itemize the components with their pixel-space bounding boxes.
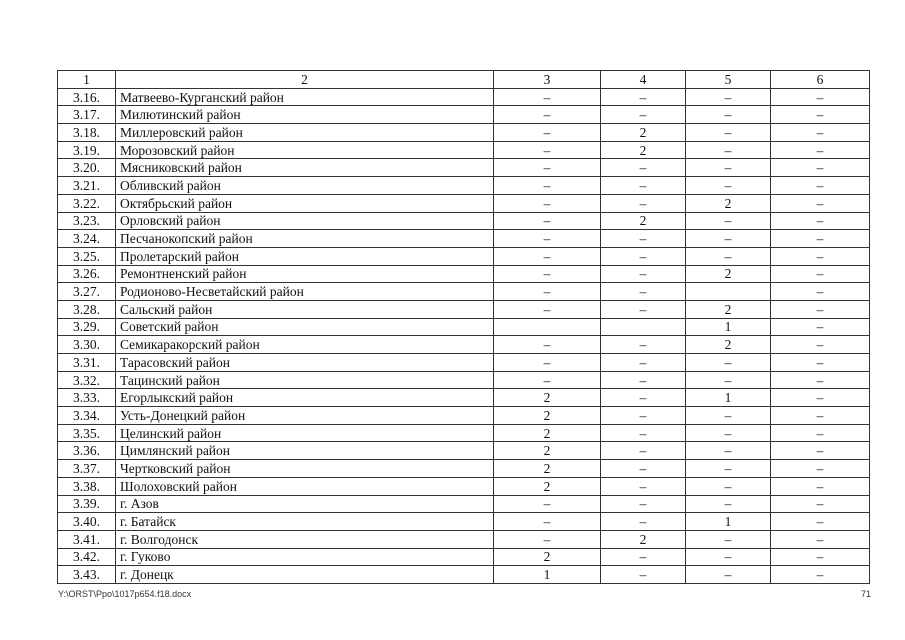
value-col-4-cell: –: [601, 265, 686, 283]
value-col-5-cell: –: [686, 424, 771, 442]
value-col-5-cell: –: [686, 247, 771, 265]
value-col-4-cell: [601, 318, 686, 336]
value-col-4-cell: –: [601, 177, 686, 195]
district-name-cell: Целинский район: [116, 424, 494, 442]
value-col-5-cell: –: [686, 141, 771, 159]
footer-file-path: Y:\ORST\Ppo\1017p654.f18.docx: [58, 589, 192, 599]
value-col-4-cell: 2: [601, 141, 686, 159]
value-col-4-cell: –: [601, 88, 686, 106]
value-col-4-cell: –: [601, 442, 686, 460]
table-row: [58, 212, 870, 230]
value-col-5-cell: –: [686, 124, 771, 142]
value-col-5-cell: –: [686, 230, 771, 248]
row-number-cell: 3.30.: [58, 336, 116, 354]
value-col-6-cell: –: [771, 477, 870, 495]
value-col-3-cell: 2: [494, 424, 601, 442]
district-name-cell: Тацинский район: [116, 371, 494, 389]
table-row: [58, 318, 870, 336]
value-col-5-cell: 2: [686, 300, 771, 318]
footer-page-number: 71: [860, 589, 871, 599]
value-col-5-cell: 2: [686, 194, 771, 212]
value-col-6-cell: –: [771, 371, 870, 389]
value-col-5-cell: –: [686, 88, 771, 106]
value-col-3-cell: 2: [494, 389, 601, 407]
value-col-4-cell: 2: [601, 124, 686, 142]
district-name-cell: Пролетарский район: [116, 247, 494, 265]
value-col-4-cell: –: [601, 336, 686, 354]
value-col-6-cell: –: [771, 141, 870, 159]
value-col-4-cell: –: [601, 194, 686, 212]
value-col-4-cell: –: [601, 106, 686, 124]
district-name-cell: Миллеровский район: [116, 124, 494, 142]
row-number-cell: 3.16.: [58, 88, 116, 106]
value-col-3-cell: 2: [494, 460, 601, 478]
value-col-4-cell: 2: [601, 212, 686, 230]
value-col-6-cell: –: [771, 159, 870, 177]
value-col-3-cell: –: [494, 495, 601, 513]
value-col-5-cell: –: [686, 106, 771, 124]
value-col-4-cell: –: [601, 566, 686, 584]
table-row: [58, 265, 870, 283]
district-name-cell: Мясниковский район: [116, 159, 494, 177]
row-number-cell: 3.40.: [58, 513, 116, 531]
row-number-cell: 3.22.: [58, 194, 116, 212]
value-col-6-cell: –: [771, 177, 870, 195]
table-row: [58, 141, 870, 159]
row-number-cell: 3.27.: [58, 283, 116, 301]
value-col-6-cell: –: [771, 300, 870, 318]
value-col-4-cell: –: [601, 354, 686, 372]
row-number-cell: 3.25.: [58, 247, 116, 265]
value-col-4-cell: –: [601, 371, 686, 389]
table-row: [58, 106, 870, 124]
value-col-3-cell: –: [494, 88, 601, 106]
table-row: [58, 530, 870, 548]
table-row: [58, 336, 870, 354]
district-name-cell: Цимлянский район: [116, 442, 494, 460]
column-header-4: 4: [601, 71, 686, 89]
district-name-cell: г. Донецк: [116, 566, 494, 584]
district-name-cell: Обливский район: [116, 177, 494, 195]
district-name-cell: г. Азов: [116, 495, 494, 513]
value-col-5-cell: 2: [686, 265, 771, 283]
value-col-5-cell: 1: [686, 389, 771, 407]
row-number-cell: 3.41.: [58, 530, 116, 548]
value-col-3-cell: –: [494, 371, 601, 389]
value-col-3-cell: –: [494, 354, 601, 372]
table-row: [58, 371, 870, 389]
district-name-cell: Егорлыкский район: [116, 389, 494, 407]
value-col-3-cell: –: [494, 159, 601, 177]
district-name-cell: Усть-Донецкий район: [116, 407, 494, 425]
table-row: [58, 407, 870, 425]
table-row: [58, 124, 870, 142]
value-col-6-cell: –: [771, 407, 870, 425]
column-header-1: 1: [58, 71, 116, 89]
row-number-cell: 3.23.: [58, 212, 116, 230]
value-col-4-cell: –: [601, 477, 686, 495]
value-col-3-cell: –: [494, 247, 601, 265]
value-col-4-cell: –: [601, 548, 686, 566]
value-col-3-cell: 2: [494, 477, 601, 495]
value-col-6-cell: –: [771, 530, 870, 548]
district-name-cell: Советский район: [116, 318, 494, 336]
row-number-cell: 3.38.: [58, 477, 116, 495]
value-col-3-cell: –: [494, 283, 601, 301]
value-col-4-cell: –: [601, 495, 686, 513]
district-name-cell: Чертковский район: [116, 460, 494, 478]
value-col-6-cell: –: [771, 460, 870, 478]
value-col-4-cell: –: [601, 300, 686, 318]
value-col-5-cell: –: [686, 212, 771, 230]
value-col-5-cell: –: [686, 530, 771, 548]
value-col-3-cell: –: [494, 212, 601, 230]
row-number-cell: 3.42.: [58, 548, 116, 566]
table-row: [58, 283, 870, 301]
district-name-cell: Родионово-Несветайский район: [116, 283, 494, 301]
table-row: [58, 548, 870, 566]
district-name-cell: Орловский район: [116, 212, 494, 230]
value-col-6-cell: –: [771, 548, 870, 566]
district-name-cell: г. Гуково: [116, 548, 494, 566]
value-col-4-cell: 2: [601, 530, 686, 548]
value-col-5-cell: –: [686, 354, 771, 372]
value-col-6-cell: –: [771, 194, 870, 212]
value-col-5-cell: 1: [686, 513, 771, 531]
value-col-3-cell: 2: [494, 407, 601, 425]
value-col-3-cell: –: [494, 513, 601, 531]
row-number-cell: 3.33.: [58, 389, 116, 407]
row-number-cell: 3.29.: [58, 318, 116, 336]
value-col-3-cell: –: [494, 230, 601, 248]
value-col-5-cell: 2: [686, 336, 771, 354]
row-number-cell: 3.43.: [58, 566, 116, 584]
table-row: [58, 300, 870, 318]
value-col-3-cell: –: [494, 336, 601, 354]
value-col-6-cell: –: [771, 513, 870, 531]
district-name-cell: Семикаракорский район: [116, 336, 494, 354]
row-number-cell: 3.31.: [58, 354, 116, 372]
value-col-6-cell: –: [771, 230, 870, 248]
row-number-cell: 3.21.: [58, 177, 116, 195]
table-row: [58, 247, 870, 265]
value-col-5-cell: –: [686, 177, 771, 195]
value-col-6-cell: –: [771, 336, 870, 354]
value-col-6-cell: –: [771, 318, 870, 336]
district-name-cell: г. Батайск: [116, 513, 494, 531]
row-number-cell: 3.36.: [58, 442, 116, 460]
value-col-3-cell: –: [494, 177, 601, 195]
value-col-3-cell: 2: [494, 548, 601, 566]
value-col-5-cell: [686, 283, 771, 301]
district-name-cell: Тарасовский район: [116, 354, 494, 372]
district-name-cell: Матвеево-Курганский район: [116, 88, 494, 106]
value-col-3-cell: –: [494, 530, 601, 548]
table-row: [58, 566, 870, 584]
value-col-6-cell: –: [771, 212, 870, 230]
value-col-3-cell: –: [494, 106, 601, 124]
value-col-6-cell: –: [771, 495, 870, 513]
row-number-cell: 3.24.: [58, 230, 116, 248]
value-col-6-cell: –: [771, 265, 870, 283]
column-header-6: 6: [771, 71, 870, 89]
row-number-cell: 3.39.: [58, 495, 116, 513]
value-col-6-cell: –: [771, 389, 870, 407]
value-col-6-cell: –: [771, 106, 870, 124]
value-col-4-cell: –: [601, 513, 686, 531]
row-number-cell: 3.37.: [58, 460, 116, 478]
district-name-cell: г. Волгодонск: [116, 530, 494, 548]
value-col-3-cell: 2: [494, 442, 601, 460]
district-name-cell: Песчанокопский район: [116, 230, 494, 248]
value-col-5-cell: –: [686, 548, 771, 566]
value-col-5-cell: –: [686, 407, 771, 425]
table-row: [58, 159, 870, 177]
district-name-cell: Октябрьский район: [116, 194, 494, 212]
value-col-6-cell: –: [771, 424, 870, 442]
table-row: [58, 177, 870, 195]
value-col-4-cell: –: [601, 460, 686, 478]
table-row: [58, 460, 870, 478]
value-col-5-cell: –: [686, 566, 771, 584]
row-number-cell: 3.26.: [58, 265, 116, 283]
value-col-3-cell: –: [494, 300, 601, 318]
value-col-3-cell: 1: [494, 566, 601, 584]
district-name-cell: Шолоховский район: [116, 477, 494, 495]
table-row: [58, 88, 870, 106]
value-col-3-cell: –: [494, 265, 601, 283]
value-col-6-cell: –: [771, 124, 870, 142]
table-row: [58, 495, 870, 513]
table-header-row: [58, 71, 870, 89]
value-col-5-cell: –: [686, 442, 771, 460]
row-number-cell: 3.17.: [58, 106, 116, 124]
value-col-5-cell: –: [686, 477, 771, 495]
value-col-4-cell: –: [601, 230, 686, 248]
row-number-cell: 3.20.: [58, 159, 116, 177]
table-row: [58, 442, 870, 460]
row-number-cell: 3.35.: [58, 424, 116, 442]
row-number-cell: 3.19.: [58, 141, 116, 159]
value-col-4-cell: –: [601, 247, 686, 265]
row-number-cell: 3.18.: [58, 124, 116, 142]
table-row: [58, 389, 870, 407]
column-header-3: 3: [494, 71, 601, 89]
value-col-4-cell: –: [601, 283, 686, 301]
district-name-cell: Ремонтненский район: [116, 265, 494, 283]
table-row: [58, 230, 870, 248]
value-col-3-cell: –: [494, 194, 601, 212]
value-col-4-cell: –: [601, 424, 686, 442]
value-col-3-cell: –: [494, 124, 601, 142]
district-table: [57, 70, 870, 584]
value-col-5-cell: –: [686, 371, 771, 389]
value-col-5-cell: –: [686, 460, 771, 478]
value-col-5-cell: –: [686, 159, 771, 177]
table-row: [58, 354, 870, 372]
row-number-cell: 3.32.: [58, 371, 116, 389]
value-col-6-cell: –: [771, 442, 870, 460]
table-row: [58, 424, 870, 442]
table-row: [58, 513, 870, 531]
value-col-6-cell: –: [771, 88, 870, 106]
value-col-4-cell: –: [601, 407, 686, 425]
district-name-cell: Милютинский район: [116, 106, 494, 124]
table-row: [58, 194, 870, 212]
value-col-5-cell: –: [686, 495, 771, 513]
value-col-6-cell: –: [771, 354, 870, 372]
value-col-5-cell: 1: [686, 318, 771, 336]
row-number-cell: 3.34.: [58, 407, 116, 425]
district-name-cell: Морозовский район: [116, 141, 494, 159]
table-row: [58, 477, 870, 495]
value-col-6-cell: –: [771, 283, 870, 301]
value-col-6-cell: –: [771, 247, 870, 265]
value-col-4-cell: –: [601, 159, 686, 177]
district-name-cell: Сальский район: [116, 300, 494, 318]
value-col-4-cell: –: [601, 389, 686, 407]
value-col-3-cell: –: [494, 141, 601, 159]
column-header-5: 5: [686, 71, 771, 89]
value-col-3-cell: [494, 318, 601, 336]
row-number-cell: 3.28.: [58, 300, 116, 318]
column-header-2: 2: [116, 71, 494, 89]
value-col-6-cell: –: [771, 566, 870, 584]
